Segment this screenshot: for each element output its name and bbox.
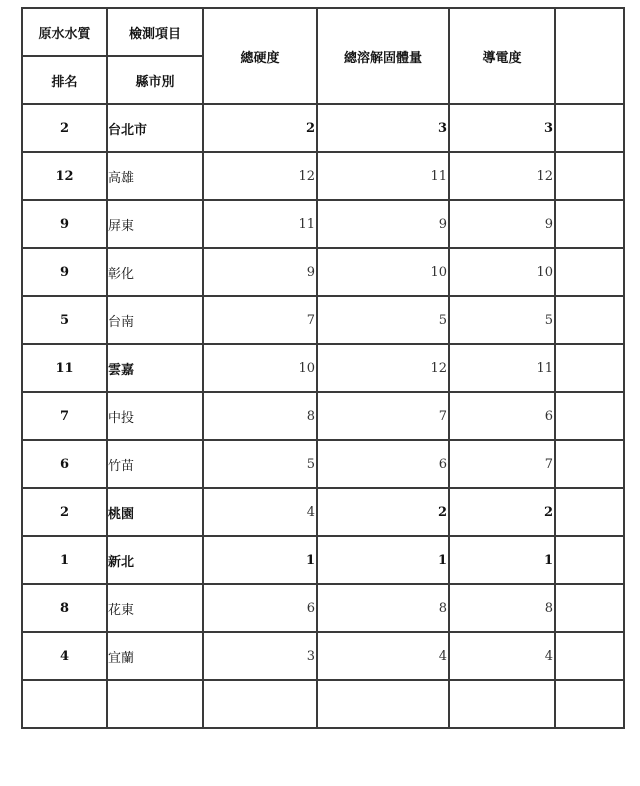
cond-cell: 10 [449, 248, 555, 296]
tds-cell: 3 [317, 104, 449, 152]
empty-cell [555, 440, 624, 488]
empty-cell [555, 488, 624, 536]
table-row [22, 296, 624, 344]
rank-cell: 9 [22, 248, 107, 296]
tds-cell: 10 [317, 248, 449, 296]
empty-cell [555, 680, 624, 728]
table-row [22, 104, 624, 152]
tds-cell: 4 [317, 632, 449, 680]
tds-cell: 6 [317, 440, 449, 488]
tds-cell: 7 [317, 392, 449, 440]
county-cell: 屏東 [107, 200, 203, 248]
empty-cell [555, 536, 624, 584]
rank-cell: 8 [22, 584, 107, 632]
rank-cell: 5 [22, 296, 107, 344]
empty-cell [107, 680, 203, 728]
header-raw-water-quality: 原水水質 [22, 8, 107, 56]
rank-cell: 6 [22, 440, 107, 488]
rank-cell: 1 [22, 536, 107, 584]
cond-cell: 3 [449, 104, 555, 152]
header-row-1 [22, 8, 624, 56]
empty-cell [449, 680, 555, 728]
header-total-hardness: 總硬度 [203, 8, 317, 104]
table-row [22, 440, 624, 488]
empty-cell [555, 104, 624, 152]
table-row [22, 344, 624, 392]
empty-cell [555, 584, 624, 632]
empty-cell [555, 152, 624, 200]
hardness-cell: 11 [203, 200, 317, 248]
county-cell: 雲嘉 [107, 344, 203, 392]
table-row [22, 152, 624, 200]
empty-cell [555, 248, 624, 296]
rank-cell: 4 [22, 632, 107, 680]
rank-cell: 9 [22, 200, 107, 248]
hardness-cell: 4 [203, 488, 317, 536]
empty-cell [555, 344, 624, 392]
empty-cell [555, 392, 624, 440]
header-conductivity: 導電度 [449, 8, 555, 104]
empty-row [22, 680, 624, 728]
table-row [22, 536, 624, 584]
hardness-cell: 12 [203, 152, 317, 200]
cond-cell: 12 [449, 152, 555, 200]
table-row [22, 632, 624, 680]
rank-cell: 7 [22, 392, 107, 440]
county-cell: 宜蘭 [107, 632, 203, 680]
county-cell: 台北市 [107, 104, 203, 152]
rank-cell: 2 [22, 488, 107, 536]
hardness-cell: 7 [203, 296, 317, 344]
hardness-cell: 2 [203, 104, 317, 152]
tds-cell: 1 [317, 536, 449, 584]
county-cell: 竹苗 [107, 440, 203, 488]
hardness-cell: 1 [203, 536, 317, 584]
water-quality-ranking-table [21, 7, 625, 729]
cond-cell: 1 [449, 536, 555, 584]
tds-cell: 2 [317, 488, 449, 536]
cond-cell: 9 [449, 200, 555, 248]
cond-cell: 8 [449, 584, 555, 632]
county-cell: 新北 [107, 536, 203, 584]
empty-cell [22, 680, 107, 728]
tds-cell: 9 [317, 200, 449, 248]
empty-cell [555, 632, 624, 680]
county-cell: 中投 [107, 392, 203, 440]
county-cell: 台南 [107, 296, 203, 344]
table-row [22, 392, 624, 440]
rank-cell: 12 [22, 152, 107, 200]
county-cell: 花東 [107, 584, 203, 632]
hardness-cell: 9 [203, 248, 317, 296]
empty-cell [555, 200, 624, 248]
empty-cell [555, 296, 624, 344]
cond-cell: 7 [449, 440, 555, 488]
tds-cell: 5 [317, 296, 449, 344]
county-cell: 彰化 [107, 248, 203, 296]
hardness-cell: 6 [203, 584, 317, 632]
hardness-cell: 5 [203, 440, 317, 488]
hardness-cell: 3 [203, 632, 317, 680]
header-county: 縣市別 [107, 56, 203, 104]
header-empty [555, 8, 624, 104]
cond-cell: 5 [449, 296, 555, 344]
empty-cell [317, 680, 449, 728]
empty-cell [203, 680, 317, 728]
rank-cell: 11 [22, 344, 107, 392]
tds-cell: 8 [317, 584, 449, 632]
hardness-cell: 8 [203, 392, 317, 440]
county-cell: 桃園 [107, 488, 203, 536]
tds-cell: 11 [317, 152, 449, 200]
cond-cell: 4 [449, 632, 555, 680]
cond-cell: 6 [449, 392, 555, 440]
hardness-cell: 10 [203, 344, 317, 392]
table-row [22, 200, 624, 248]
header-test-items: 檢測項目 [107, 8, 203, 56]
cond-cell: 11 [449, 344, 555, 392]
tds-cell: 12 [317, 344, 449, 392]
county-cell: 高雄 [107, 152, 203, 200]
table-row [22, 248, 624, 296]
table-row [22, 488, 624, 536]
cond-cell: 2 [449, 488, 555, 536]
header-total-dissolved-solids: 總溶解固體量 [317, 8, 449, 104]
table-row [22, 584, 624, 632]
header-rank: 排名 [22, 56, 107, 104]
rank-cell: 2 [22, 104, 107, 152]
